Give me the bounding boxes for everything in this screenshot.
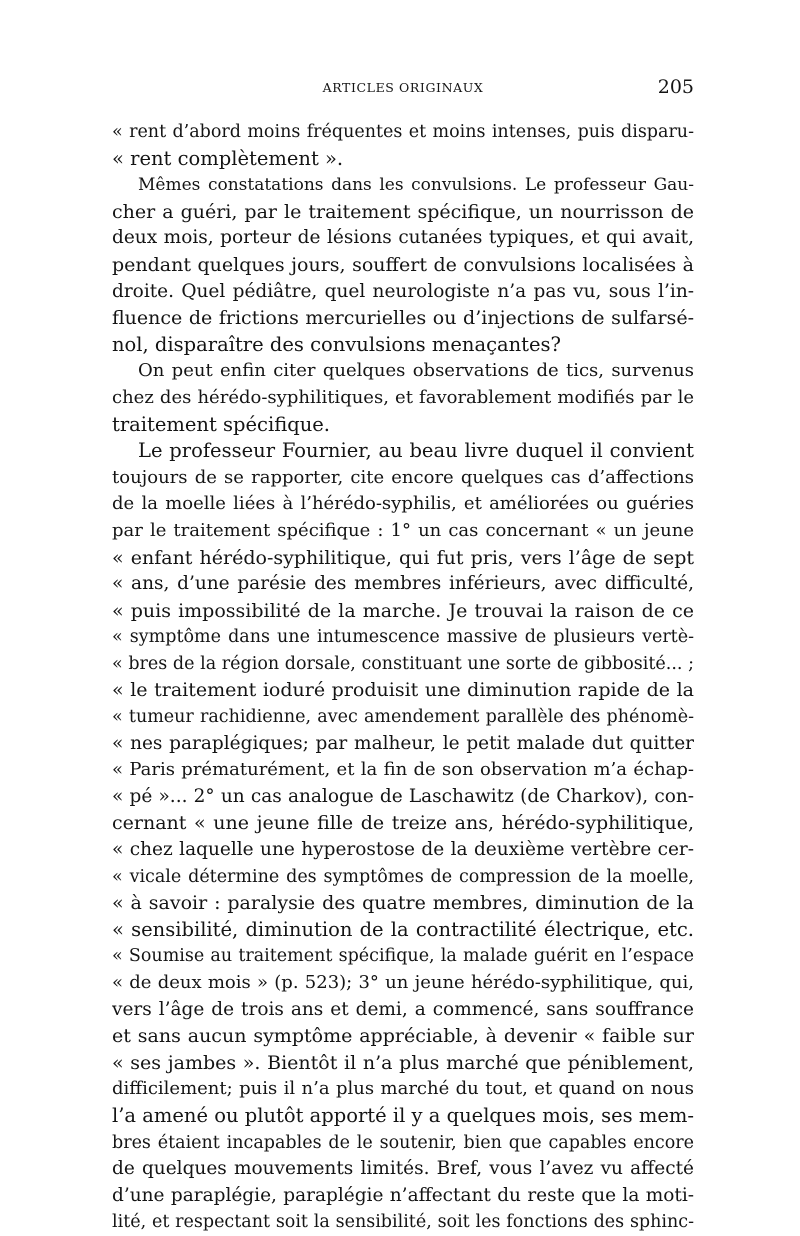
text-line: Mêmes constatations dans les convulsions. Le professeur Gau- <box>138 175 694 196</box>
text-line: « tumeur rachidienne, avec amendement parallèle des phénomè- <box>112 707 694 728</box>
text-line: « ans, d’une parésie des membres inférieurs, avec difficulté, <box>112 573 694 595</box>
text-line: cher a guéri, par le traitement spécifique, un nourrisson de <box>112 200 694 223</box>
text-line: lité, et respectant soit la sensibilité, soit les fonctions des sphinc- <box>112 1212 694 1233</box>
text-line: « pé »... 2° un cas analogue de Laschawitz (de Charkov), con- <box>112 785 694 807</box>
text-line: pendant quelques jours, souffert de convulsions localisées à <box>112 253 694 276</box>
text-line: « Soumise au traitement spécifique, la malade guérit en l’espace <box>112 946 694 967</box>
text-line: « enfant hérédo-syphilitique, qui fut pris, vers l’âge de sept <box>112 546 694 569</box>
text-line: « ses jambes ». Bientôt il n’a plus marché que péniblement, <box>112 1051 694 1074</box>
text-line: « rent complètement ». <box>112 146 344 170</box>
text-line: nol, disparaître des convulsions menaçantes? <box>112 332 562 356</box>
text-line: traitement spécifique. <box>112 412 330 436</box>
text-line: « nes paraplégiques; par malheur, le petit malade dut quitter <box>112 732 694 754</box>
text-line: l’a amené ou plutôt apporté il y a quelques mois, ses mem- <box>112 1103 694 1127</box>
running-header <box>112 78 694 100</box>
text-line: « vicale détermine des symptômes de compression de la moelle, <box>112 866 694 887</box>
text-line: « le traitement ioduré produisit une diminution rapide de la <box>112 679 694 702</box>
text-line: vers l’âge de trois ans et demi, a commencé, sans souffrance <box>112 998 694 1020</box>
text-line: « de deux mois » (p. 523); 3° un jeune hérédo-syphilitique, qui, <box>112 972 694 993</box>
text-line: de quelques mouvements limités. Bref, vous l’avez vu affecté <box>112 1158 694 1180</box>
text-line: difficilement; puis il n’a plus marché du tout, et quand on nous <box>112 1078 694 1100</box>
text-line: On peut enfin citer quelques observations de tics, survenus <box>138 360 694 382</box>
text-line: « rent d’abord moins fréquentes et moins intenses, puis disparu- <box>112 122 694 142</box>
text-line: fluence de frictions mercurielles ou d’injections de sulfarsé- <box>112 307 694 330</box>
text-line: « Paris prématurément, et la fin de son observation m’a échap- <box>112 759 694 781</box>
text-line: d’une paraplégie, paraplégie n’affectant du reste que la moti- <box>112 1184 694 1206</box>
text-line: chez des hérédo-syphilitiques, et favorablement modifiés par le <box>112 386 694 408</box>
page-number: 205 <box>657 76 694 98</box>
text-line: Le professeur Fournier, au beau livre duquel il convient <box>138 439 694 463</box>
text-line: par le traitement spécifique : 1° un cas concernant « un jeune <box>112 519 694 541</box>
text-line: deux mois, porteur de lésions cutanées typiques, et qui avait, <box>112 227 694 249</box>
running-title: ARTICLES ORIGINAUX <box>322 80 484 95</box>
text-line: « chez laquelle une hyperostose de la deuxième vertèbre cer- <box>112 839 694 861</box>
text-line: « sensibilité, diminution de la contractilité électrique, etc. <box>112 917 694 941</box>
body-text <box>112 119 694 1236</box>
text-line: cernant « une jeune fille de treize ans, hérédo-syphilitique, <box>112 812 694 835</box>
text-line: « puis impossibilité de la marche. Je trouvai la raison de ce <box>112 599 694 622</box>
text-line: « bres de la région dorsale, constituant une sorte de gibbosité... ; <box>112 653 694 674</box>
text-line: « symptôme dans une intumescence massive de plusieurs vertè- <box>112 627 694 648</box>
text-line: droite. Quel pédiâtre, quel neurologiste n’a pas vu, sous l’in- <box>112 280 694 302</box>
text-line: de la moelle liées à l’hérédo-syphilis, et améliorées ou guéries <box>112 493 694 515</box>
text-line: et sans aucun symptôme appréciable, à devenir « faible sur <box>112 1025 694 1048</box>
text-line: bres étaient incapables de le soutenir, bien que capables encore <box>112 1132 694 1153</box>
text-line: toujours de se rapporter, cite encore quelques cas d’affections <box>112 466 694 488</box>
text-line: « à savoir : paralysie des quatre membres, diminution de la <box>112 892 694 915</box>
